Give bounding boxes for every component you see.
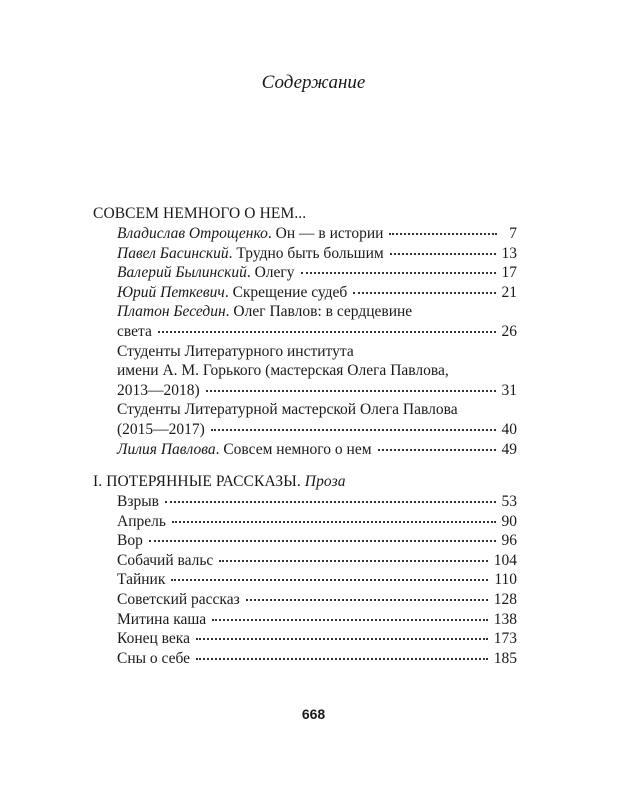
entry-title: Собачий вальс	[117, 551, 214, 569]
dot-leader	[158, 330, 496, 333]
section-heading-genre: Проза	[304, 473, 346, 490]
toc-entry	[93, 512, 517, 532]
entry-title: Советский рассказ	[117, 590, 240, 608]
entry-title: . Скрещение судеб	[224, 283, 348, 301]
entry-title-continued: 2013—2018)	[117, 381, 200, 399]
entry-page: 96	[501, 532, 517, 550]
entry-author: Владислав Отрощенко	[117, 225, 268, 242]
dot-leader	[172, 520, 496, 523]
entry-page: 128	[493, 590, 517, 608]
toc-entry	[93, 590, 517, 610]
toc-entry	[93, 302, 517, 341]
entry-page: 138	[493, 610, 517, 628]
toc-section	[93, 472, 517, 668]
toc-section	[93, 204, 517, 459]
entry-author: Платон Беседин	[117, 303, 226, 321]
toc-entry	[93, 244, 517, 264]
entry-author: Лилия Павлова	[117, 440, 216, 458]
toc-entry	[93, 283, 517, 303]
toc-entry	[93, 492, 517, 512]
entry-title: Митина каша	[117, 610, 207, 628]
dot-leader	[149, 539, 496, 542]
dot-leader	[353, 291, 495, 294]
entry-page: 40	[501, 420, 517, 438]
entry-page: 17	[501, 264, 517, 282]
toc-entry	[93, 440, 517, 460]
dot-leader	[206, 389, 496, 392]
entry-title: Тайник	[117, 571, 166, 589]
section-heading-text: I. ПОТЕРЯННЫЕ РАССКАЗЫ.	[93, 473, 305, 490]
entry-title: Конец века	[117, 630, 190, 648]
toc-entry	[93, 551, 517, 571]
section-heading	[93, 204, 517, 224]
dot-leader	[390, 252, 496, 255]
entry-title: . Олегу	[246, 264, 295, 282]
toc-entry	[93, 570, 517, 590]
entry-page: 90	[501, 512, 517, 530]
page-number: 668	[301, 706, 326, 722]
entry-page: 7	[509, 225, 517, 242]
entry-title: Вор	[117, 532, 143, 550]
toc-entry	[93, 610, 517, 630]
entry-title: Взрыв	[117, 493, 159, 510]
dot-leader	[389, 232, 497, 235]
dot-leader	[211, 428, 496, 431]
entry-page: 185	[493, 649, 517, 667]
dot-leader	[171, 578, 488, 581]
section-heading-text: СОВСЕМ НЕМНОГО О НЕМ...	[93, 205, 307, 222]
entry-page: 110	[494, 571, 517, 589]
entry-page: 13	[501, 244, 517, 262]
toc-entry	[93, 342, 517, 401]
toc-entry	[93, 531, 517, 551]
entry-title-continued: света	[117, 322, 152, 340]
entry-title-continued: имени А. М. Горького (мастерская Олега Павлова,	[117, 362, 449, 380]
entry-title: . Трудно быть большим	[228, 244, 384, 262]
entry-title-continued: (2015—2017)	[117, 420, 205, 438]
entry-title: . Олег Павлов: в сердцевине	[225, 303, 413, 321]
entry-page: 173	[493, 630, 517, 648]
toc-entry	[93, 224, 517, 244]
entry-title: Студенты Литературной мастерской Олега Павлова	[117, 401, 458, 419]
section-heading	[93, 472, 517, 492]
entry-page: 31	[501, 381, 517, 399]
entry-title: Студенты Литературного института	[117, 342, 354, 360]
entry-author: Юрий Петкевич	[117, 283, 225, 301]
entry-author: Павел Басинский	[117, 244, 229, 262]
dot-leader	[196, 657, 488, 660]
dot-leader	[196, 637, 488, 640]
page-title: Содержание	[261, 72, 366, 93]
dot-leader	[219, 559, 487, 562]
toc-entry	[93, 400, 517, 439]
entry-title: . Совсем немного о нем	[215, 440, 372, 458]
entry-page: 26	[501, 322, 517, 340]
dot-leader	[378, 448, 496, 451]
entry-title: Сны о себе	[117, 649, 191, 667]
entry-page: 49	[501, 440, 517, 458]
entry-page: 21	[501, 283, 517, 301]
dot-leader	[301, 271, 496, 274]
dot-leader	[212, 618, 488, 621]
dot-leader	[246, 598, 488, 601]
entry-author: Валерий Былинский	[117, 264, 247, 282]
toc-entry	[93, 629, 517, 649]
dot-leader	[165, 500, 496, 503]
toc-entry	[93, 263, 517, 283]
entry-title: . Он — в истории	[267, 225, 384, 242]
entry-page: 53	[501, 493, 517, 510]
toc-entry	[93, 649, 517, 669]
entry-title: Апрель	[117, 512, 166, 530]
entry-page: 104	[493, 551, 517, 569]
